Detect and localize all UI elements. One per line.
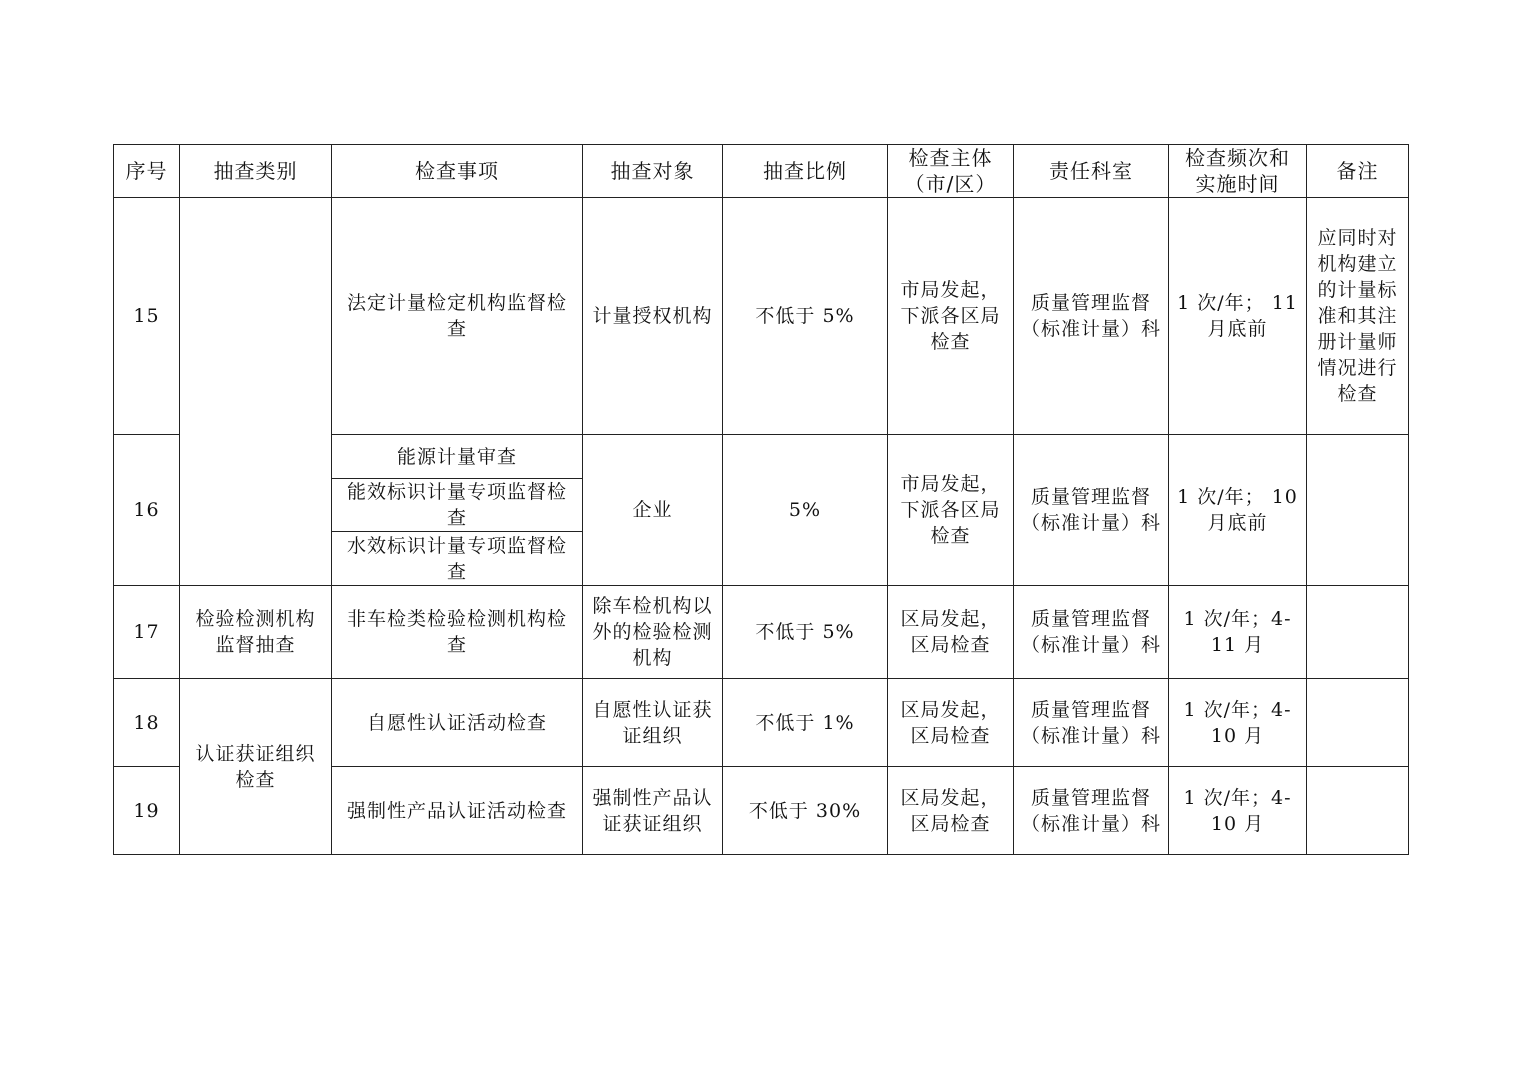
cell-item: 能效标识计量专项监督检查 — [332, 479, 583, 532]
cell-office: 质量管理监督（标准计量）科 — [1014, 679, 1169, 767]
cell-subject: 区局发起，区局检查 — [888, 586, 1014, 679]
cell-ratio: 不低于 30% — [723, 767, 888, 855]
header-no: 序号 — [114, 145, 180, 198]
header-subject: 检查主体（市/区） — [888, 145, 1014, 198]
cell-frequency: 1 次/年；4-10 月 — [1169, 767, 1307, 855]
cell-ratio: 5% — [723, 435, 888, 586]
cell-item: 法定计量检定机构监督检查 — [332, 198, 583, 435]
cell-no: 19 — [114, 767, 180, 855]
cell-frequency: 1 次/年； 10 月底前 — [1169, 435, 1307, 586]
cell-item: 强制性产品认证活动检查 — [332, 767, 583, 855]
cell-ratio: 不低于 1% — [723, 679, 888, 767]
cell-ratio: 不低于 5% — [723, 198, 888, 435]
header-ratio: 抽查比例 — [723, 145, 888, 198]
cell-office: 质量管理监督（标准计量）科 — [1014, 198, 1169, 435]
table-row — [114, 679, 1409, 767]
cell-item: 自愿性认证活动检查 — [332, 679, 583, 767]
table-row — [114, 198, 1409, 435]
cell-remark — [1307, 767, 1409, 855]
cell-target: 企业 — [583, 435, 723, 586]
cell-office: 质量管理监督（标准计量）科 — [1014, 435, 1169, 586]
cell-target: 计量授权机构 — [583, 198, 723, 435]
cell-target: 自愿性认证获证组织 — [583, 679, 723, 767]
header-category: 抽查类别 — [180, 145, 332, 198]
cell-no: 15 — [114, 198, 180, 435]
cell-remark: 应同时对机构建立的计量标准和其注册计量师情况进行检查 — [1307, 198, 1409, 435]
cell-item: 水效标识计量专项监督检查 — [332, 532, 583, 586]
table-row — [114, 586, 1409, 679]
cell-no: 17 — [114, 586, 180, 679]
cell-frequency: 1 次/年；4-11 月 — [1169, 586, 1307, 679]
cell-category: 认证获证组织检查 — [180, 679, 332, 855]
cell-category-empty — [180, 198, 332, 586]
cell-subject: 区局发起，区局检查 — [888, 679, 1014, 767]
cell-frequency: 1 次/年；4-10 月 — [1169, 679, 1307, 767]
cell-no: 16 — [114, 435, 180, 586]
cell-target: 除车检机构以外的检验检测机构 — [583, 586, 723, 679]
header-frequency: 检查频次和实施时间 — [1169, 145, 1307, 198]
cell-office: 质量管理监督（标准计量）科 — [1014, 767, 1169, 855]
cell-category: 检验检测机构监督抽查 — [180, 586, 332, 679]
inspection-table — [113, 144, 1409, 855]
cell-office: 质量管理监督（标准计量）科 — [1014, 586, 1169, 679]
cell-no: 18 — [114, 679, 180, 767]
header-office: 责任科室 — [1014, 145, 1169, 198]
cell-item: 能源计量审查 — [332, 435, 583, 479]
header-item: 检查事项 — [332, 145, 583, 198]
header-row — [114, 145, 1409, 198]
header-remark: 备注 — [1307, 145, 1409, 198]
cell-remark — [1307, 586, 1409, 679]
cell-target: 强制性产品认证获证组织 — [583, 767, 723, 855]
cell-item: 非车检类检验检测机构检查 — [332, 586, 583, 679]
cell-remark — [1307, 435, 1409, 586]
cell-ratio: 不低于 5% — [723, 586, 888, 679]
cell-frequency: 1 次/年； 11 月底前 — [1169, 198, 1307, 435]
cell-remark — [1307, 679, 1409, 767]
cell-subject: 市局发起，下派各区局检查 — [888, 198, 1014, 435]
header-target: 抽查对象 — [583, 145, 723, 198]
cell-subject: 市局发起，下派各区局检查 — [888, 435, 1014, 586]
cell-subject: 区局发起，区局检查 — [888, 767, 1014, 855]
